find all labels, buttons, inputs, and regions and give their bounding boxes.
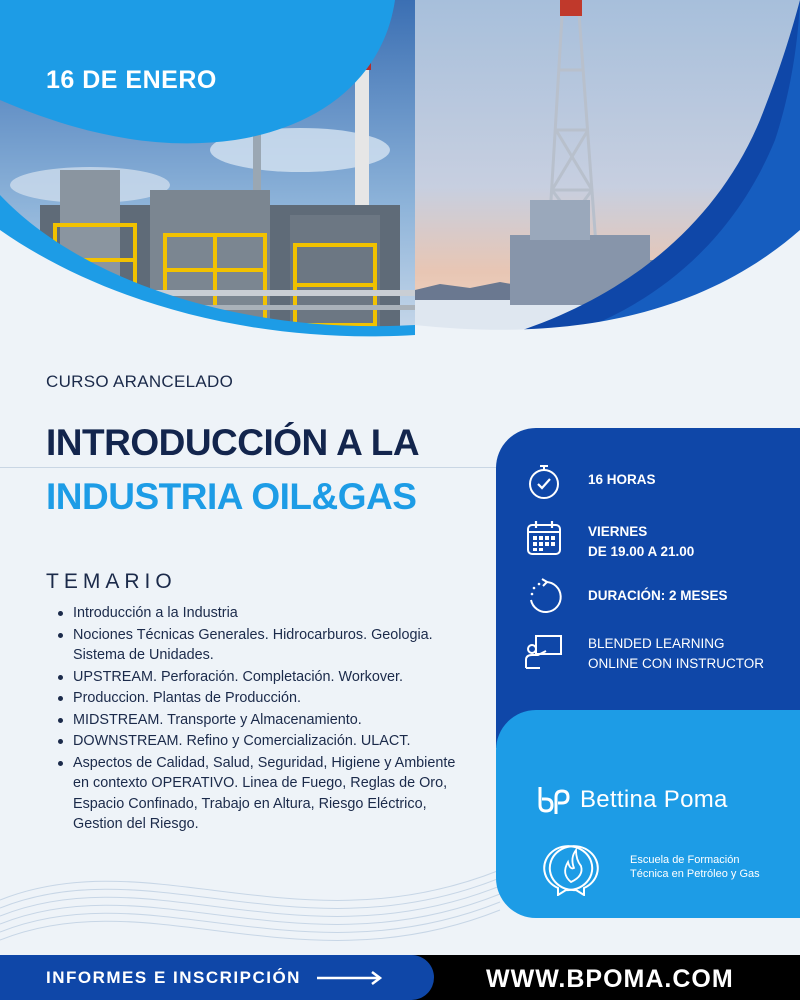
signup-cta: INFORMES E INSCRIPCIÓN: [46, 967, 301, 987]
instructor-board-icon: [524, 632, 564, 672]
brand-name: Bettina Poma: [580, 786, 728, 813]
school-line1: Escuela de Formación: [630, 854, 740, 866]
footer-bar: [0, 955, 800, 1000]
arrow-right-icon: [317, 971, 383, 985]
course-title-line1: INTRODUCCIÓN A LA: [46, 422, 420, 463]
syllabus-item: Produccion. Plantas de Producción.: [58, 688, 458, 709]
detail-duration: [524, 576, 728, 616]
syllabus-list: [58, 603, 458, 836]
modality-line2: ONLINE CON INSTRUCTOR: [588, 656, 765, 671]
schedule-day: VIERNES: [588, 524, 648, 539]
clock-check-icon: [524, 462, 564, 502]
syllabus-heading: TEMARIO: [46, 570, 177, 593]
detail-schedule: [524, 518, 694, 562]
modality-line1: BLENDED LEARNING: [588, 636, 725, 651]
website-link[interactable]: WWW.BPOMA.COM: [486, 965, 734, 993]
bp-logo-icon: [536, 785, 572, 815]
calendar-icon: [524, 518, 564, 558]
footer-cta-block: [0, 955, 434, 1000]
school-badge: [528, 838, 760, 896]
syllabus-item: UPSTREAM. Perforación. Completación. Workover.: [58, 667, 458, 688]
progress-circle-icon: [524, 576, 564, 616]
title-divider: [0, 467, 500, 468]
event-date: 16 DE ENERO: [46, 66, 217, 94]
school-line2: Técnica en Petróleo y Gas: [630, 868, 760, 880]
syllabus-item: Aspectos de Calidad, Salud, Seguridad, Higiene y Ambiente en contexto OPERATIVO. Linea de Fuego, Reglas de Oro, Espacio Confinado, Trabajo en Altura, Riesgo Eléctrico, Gestion del Riesgo.: [58, 753, 458, 835]
syllabus-item: Nociones Técnicas Generales. Hidrocarburos. Geologia. Sistema de Unidades.: [58, 625, 458, 666]
hero-banner: [0, 0, 800, 345]
hours-text: 16 HORAS: [588, 472, 656, 487]
schedule-time: DE 19.00 A 21.00: [588, 544, 695, 559]
detail-modality: [524, 632, 764, 674]
flame-bubbles-icon: [528, 838, 614, 896]
course-title-line2: INDUSTRIA OIL&GAS: [46, 476, 417, 517]
syllabus-item: DOWNSTREAM. Refino y Comercialización. ULACT.: [58, 731, 458, 752]
brand-logo: [536, 785, 728, 815]
detail-hours: [524, 462, 656, 502]
syllabus-item: MIDSTREAM. Transporte y Almacenamiento.: [58, 710, 458, 731]
hero-illustration: [0, 0, 800, 345]
syllabus-item: Introducción a la Industria: [58, 603, 458, 624]
course-type: CURSO ARANCELADO: [46, 372, 234, 391]
duration-text: DURACIÓN: 2 MESES: [588, 588, 728, 603]
